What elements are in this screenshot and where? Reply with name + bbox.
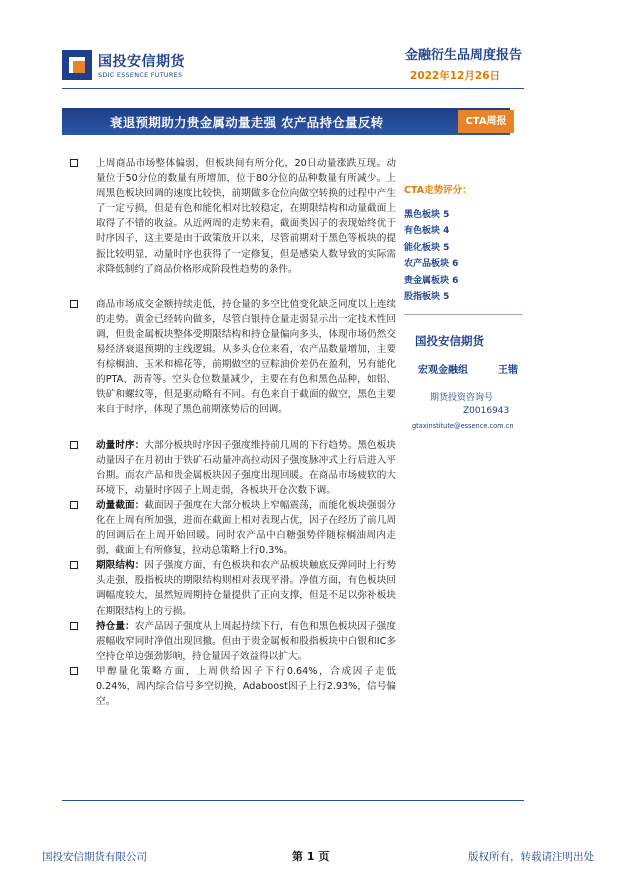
bullet-text: 因子强度方面，有色板块和农产品板块触底反弹同时上行势头走强，股指板块的期限结构则相对表现平滑。净值方面，有色板块回调幅度较大，虽然短周期持仓量提供了正向支撑，但是不足以弥补板块在期限结构上的亏损。 — [96, 560, 397, 617]
bullet-text: 截面因子强度在大部分板块上窄幅震荡，而能化板块强弱分化在上周有所加强，进而在截面上相对表现占优，因子在经历了前几周的回调后在上周开始回暖。同时农产品中白糖强势伴随棕榈油周内走弱，截面上有所修复，拉动总策略上行0.3%。 — [96, 499, 397, 557]
company-logo — [62, 44, 212, 84]
title-bar — [62, 108, 510, 135]
footer-disclaimer: 版权所有，转载请注明出处 — [468, 851, 594, 863]
bullet-text: 甲醇量化策略方面，上周供给因子下行0.64%，合成因子走低0.24%，周内综合信号多空切换，Adaboost因子上行2.93%，信号偏空。 — [96, 665, 396, 708]
bullet-item — [70, 664, 396, 709]
sidebar-divider — [404, 314, 522, 315]
sidebar-company: 国投安信期货 — [415, 334, 484, 348]
cta-score-item: 农产品板块 6 — [404, 259, 459, 270]
logo-text-en: SDIC ESSENCE FUTURES — [98, 71, 183, 79]
cta-score-item: 能化板块 5 — [404, 242, 450, 253]
logo-text-cn: 国投安信期货 — [98, 54, 185, 70]
header-divider — [62, 88, 524, 89]
cta-score-item: 股指板块 5 — [404, 292, 450, 303]
bullet-lead: 动量截面： — [96, 499, 145, 511]
bullet-item — [70, 156, 396, 277]
square-bullet-icon — [70, 501, 78, 509]
license-number: Z0016943 — [463, 406, 510, 416]
report-title: 衰退预期助力贵金属动量走强 农产品持仓量反转 — [110, 115, 384, 130]
bullet-text: 大部分板块时序因子强度维持前几周的下行趋势。黑色板块动量因子在月初由于铁矿石动量冲高拉动因子强度脉冲式上行后进入平台期。而农产品和贵金属板块因子强度出现回暖。在商品市场疲软的大环境下，动量时序因子上周走弱，各板块开仓次数下调。 — [96, 439, 397, 496]
square-bullet-icon — [70, 300, 78, 308]
cta-score-item: 黑色板块 5 — [404, 210, 450, 220]
footer-company: 国投安信期货有限公司 — [42, 851, 147, 863]
report-date: 2022年12月26日 — [410, 70, 500, 82]
bullet-lead: 持仓量： — [96, 620, 135, 632]
report-tag: CTA周报 — [458, 110, 514, 133]
bullet-item — [70, 297, 396, 418]
bullet-lead: 动量时序： — [96, 439, 145, 451]
bullet-item — [70, 619, 396, 664]
logo-mark-icon — [62, 50, 92, 80]
bullet-item — [70, 558, 396, 618]
analyst-team: 宏观金融组 — [418, 365, 468, 376]
square-bullet-icon — [70, 622, 78, 630]
content-bottom-divider — [62, 800, 524, 801]
analyst-name: 王锴 — [498, 365, 518, 376]
square-bullet-icon — [70, 561, 78, 569]
report-type: 金融衍生品周度报告 — [404, 48, 522, 63]
page-number: 第 1 页 — [292, 850, 330, 863]
bullet-item — [70, 438, 396, 498]
cta-score-heading: CTA走势评分： — [404, 185, 472, 196]
bullet-lead: 期限结构： — [96, 560, 145, 572]
square-bullet-icon — [70, 667, 78, 675]
bullet-text: 农产品因子强度从上周起持续下行，有色和黑色板块因子强度震幅收窄同时净值出现回撤。但由于贵金属板和股指板块中白银和IC多空持仓单边强劲影响，持仓量因子效益得以扩大。 — [96, 620, 397, 662]
bullet-text: 上周商品市场整体偏弱，但板块间有所分化，20日动量涨跌互现。动量位于50分位的数量有所增加，位于80分位的品种数量有所减少。上周黑色板块回调的速度比较快，前期做多仓位向做空转换的过程中产生了一定亏损，但是有色和能化相对比较稳定，在期限结构和动量截面上取得了不错的收益。从近两周的走势来看，截面类因子的表现始终优于时序因子，这主要是由于政策放开以来，尽管前期对于黑色等板块的提振比较明显，动量时序也获得了一定修复，但是感染人数导致的实际需求降低制约了商品价格形成阶段性趋势的条件。 — [96, 158, 396, 275]
cta-score-item: 贵金属板块 6 — [404, 275, 459, 286]
square-bullet-icon — [70, 441, 78, 449]
bullet-item — [70, 498, 396, 558]
bullet-text: 商品市场成交金额持续走低，持仓量的多空比值变化缺乏同度以上连续的走势。黄金已经转向做多，尽管白银持仓量走弱显示出一定技术性回调，但贵金属板块整体受期限结构和持仓量偏向多头，体现市场仍然交易经济衰退预期的主线逻辑。从多头仓位来看，农产品数量增加，主要有棕榈油、玉米和棉花等，前期做空的豆粽油价差仍在盈利，另有能化的PTA、沥青等。空头仓位数量减少，主要在有色和黑色品种，如铝、铁矿和螺纹等，但是驱动略有不同。有色来自于截面的做空，黑色主要来自于时序，体现了黑色前期涨势后的回调。 — [96, 298, 396, 416]
license-label: 期货投资咨询号 — [430, 393, 494, 403]
contact-email[interactable]: gtaxinstitute@essence.com.cn — [412, 422, 514, 430]
cta-score-panel — [404, 182, 524, 305]
main-content — [70, 156, 396, 709]
cta-score-item: 有色板块 4 — [404, 226, 450, 237]
square-bullet-icon — [70, 159, 78, 167]
